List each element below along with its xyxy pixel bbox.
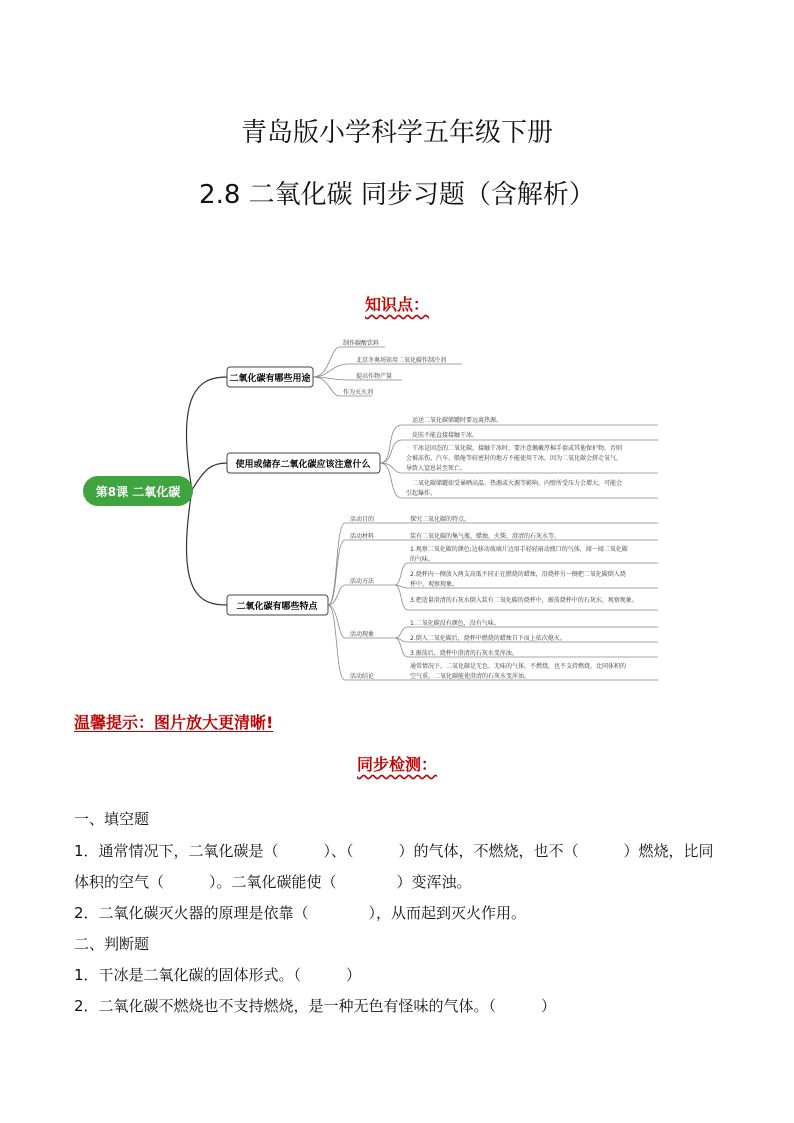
activity-item: 1.观察二氧化碳的颜色;边移动玻璃片边用手轻轻扇动瓶口的气体，闻一闻二氧化碳 [410, 546, 628, 553]
document-title: 青岛版小学科学五年级下册 [240, 118, 553, 148]
mind-map [0, 330, 794, 730]
mindmap-branch-uses-label: 二氧化碳有哪些用途 [229, 374, 311, 384]
question-line: 体积的空气（ ）。二氧化碳能使（ ）变浑浊。 [74, 873, 472, 891]
document-subtitle: 2.8 二氧化碳 同步习题（含解析） [199, 180, 595, 210]
question-line: 1．干冰是二氧化碳的固体形式。（ ） [74, 966, 362, 984]
safety-item: 干冰是固态的二氧化碳。接触干冰时，要注意佩戴厚棉手套或其他保护物。否则 [412, 445, 623, 452]
use-item: 北京冬奥场馆用二氧化碳作制冷剂 [356, 357, 447, 364]
safety-item: 导致人窒息甚至死亡。 [406, 465, 467, 472]
activity-item: 空气重，二氧化碳能使澄清的石灰水变浑浊。 [410, 673, 531, 680]
activity-name: 活动结论 [350, 673, 375, 680]
question-line: 2．二氧化碳灭火器的原理是依靠（ ），从而起到灭火作用。 [74, 904, 527, 922]
section-fill-blank: 一、填空题 [74, 810, 150, 828]
activity-item: 探究二氧化碳的特点。 [410, 516, 471, 523]
use-item: 提高作物产量 [356, 373, 393, 380]
activity-name: 活动现象 [350, 631, 375, 638]
question-line: 2．二氧化碳不燃烧也不支持燃烧，是一种无色有怪味的气体。（ ） [74, 997, 557, 1015]
safety-item: 皮肤不能直接接触干冰。 [412, 432, 479, 439]
sync-heading: 同步检测： [356, 755, 437, 774]
question-line: 1．通常情况下，二氧化碳是（ ）、（ ）的气体，不燃烧，也不（ ）燃烧，比同 [74, 842, 714, 860]
activity-item: 的气味。 [410, 556, 435, 563]
activity-item: 通常情况下，二氧化碳是无色、无味的气体，不燃烧，也不支持燃烧，比同体积的 [410, 663, 627, 670]
safety-item: 二氧化碳储罐如受暴晒高温、热源或火源等影响，内壁所受压力会增大，可能会 [412, 480, 623, 487]
activity-item: 装有二氧化碳的集气瓶、蜡烛、火柴、澄清的石灰水等。 [410, 533, 561, 540]
activity-name: 活动材料 [350, 533, 375, 540]
activity-item: 3.把适量澄清的石灰水倒入装有二氧化碳的烧杯中，振荡烧杯中的石灰水，观察现象。 [410, 597, 638, 604]
section-true-false: 二、判断题 [74, 935, 150, 953]
activity-item: 2.倒入二氧化碳后，烧杯中燃烧的蜡烛自下而上依次熄灭。 [410, 635, 566, 642]
use-item: 作为灭火剂 [343, 389, 374, 396]
mindmap-branch-features-label: 二氧化碳有哪些特点 [236, 602, 318, 612]
safety-item: 运送二氧化碳储罐时要远离热源。 [412, 417, 503, 424]
activity-item: 2.烧杯内一侧放入两支高低不同正在燃烧的蜡烛，沿烧杯另一侧把二氧化碳倒入烧 [410, 571, 626, 578]
use-item: 制作碳酸饮料 [343, 340, 380, 347]
activity-item: 1.二氧化碳没有颜色，没有气味。 [410, 620, 500, 627]
safety-item: 会被冻伤。汽车、船舱等较密封的地方不能使用干冰，因为二氧化碳会挤走氧气， [406, 455, 623, 462]
activity-item: 3.振荡后，烧杯中澄清的石灰水变浑浊。 [410, 650, 518, 657]
activity-name: 活动目的 [350, 516, 375, 523]
safety-item: 引起爆炸。 [406, 490, 437, 497]
mindmap-branch-safety-label: 使用或储存二氧化碳应该注意什么 [235, 460, 371, 470]
activity-name: 活动方法 [350, 578, 375, 585]
activity-item: 杯中，观察现象。 [410, 581, 459, 588]
knowledge-heading: 知识点： [364, 295, 429, 314]
tip-text: 温馨提示：图片放大更清晰! [74, 713, 274, 732]
mindmap-root-label: 第8课 二氧化碳 [95, 485, 181, 499]
